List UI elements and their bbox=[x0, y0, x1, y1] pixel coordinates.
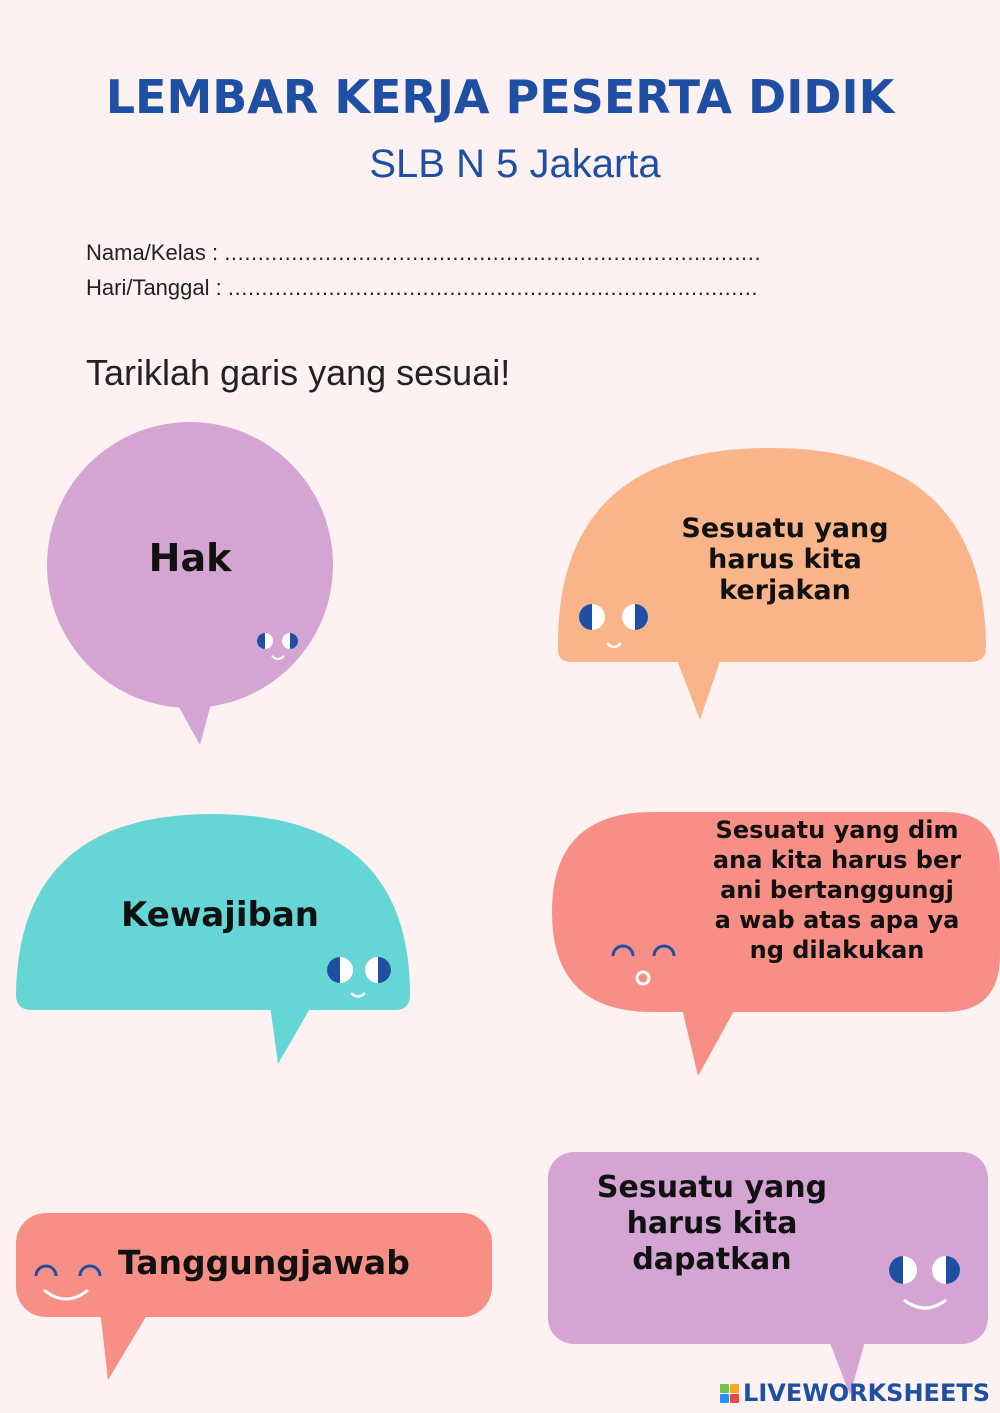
instruction-text: Tariklah garis yang sesuai! bbox=[86, 352, 511, 393]
bubble-kewajiban-text: Kewajiban bbox=[121, 895, 319, 935]
worksheet-title: LEMBAR KERJA PESERTA DIDIK bbox=[105, 70, 895, 124]
bubble-right-2-text: Sesuatu yang dimana kita harus berani bertanggungja wab atas apa yang dilakukan bbox=[712, 816, 962, 964]
liveworksheets-logo-icon bbox=[720, 1384, 739, 1403]
bubble-kewajiban[interactable] bbox=[16, 814, 410, 1064]
bubble-hak[interactable] bbox=[47, 422, 333, 745]
liveworksheets-watermark bbox=[720, 1379, 990, 1407]
bubble-hak-text: Hak bbox=[148, 536, 232, 580]
bubble-right-1-text: Sesuatu yang harus kita kerjakan bbox=[681, 513, 889, 607]
watermark-text: LIVEWORKSHEETS bbox=[743, 1379, 990, 1407]
bubble-tanggungjawab[interactable] bbox=[16, 1213, 492, 1380]
school-name: SLB N 5 Jakarta bbox=[369, 142, 661, 186]
bubble-tanggungjawab-text: Tanggungjawab bbox=[118, 1243, 410, 1282]
day-date-blank[interactable]: ............................................................................... bbox=[227, 275, 759, 300]
day-date-label: Hari/Tanggal : bbox=[86, 275, 222, 300]
name-class-blank[interactable]: ................................................................................ bbox=[224, 240, 762, 265]
name-class-label: Nama/Kelas : bbox=[86, 240, 219, 265]
bubble-right-3-text: Sesuatu yang harus kita dapatkan bbox=[596, 1170, 828, 1277]
